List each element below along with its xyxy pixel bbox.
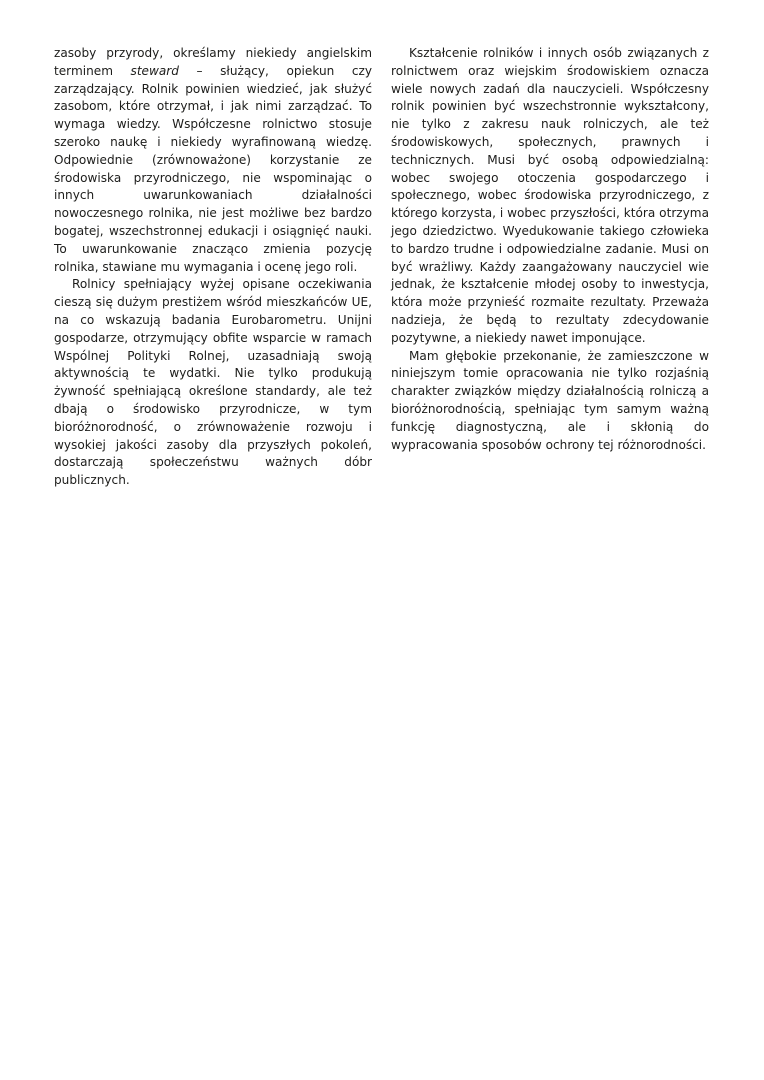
paragraph-text: – służący, opiekun czy zarządzający. Rolnik powinien wiedzieć, jak służyć zasobom, które otrzymał, i jak nimi zarządzać. To wymaga wiedzy. Współczesne rolnictwo stosuje szeroko naukę i niekiedy wyrafinowaną wiedzę. Odpowiednie (zrównoważone) korzystanie ze środowiska przyrodniczego, nie wspominając o innych uwarunkowaniach działalności nowoczesnego rolnika, nie jest możliwe bez bardzo bogatej, wszechstronnej edukacji i osiągnięć nauki. To uwarunkowanie znacząco zmienia pozycję rolnika, stawiane mu wymagania i ocenę jego roli. <box>54 63 372 274</box>
right-column <box>391 45 709 454</box>
emphasis-steward: steward <box>130 63 179 78</box>
left-column <box>54 45 372 490</box>
paragraph-education: Kształcenie rolników i innych osób związanych z rolnictwem oraz wiejskim środowiskiem oznacza wiele nowych zadań dla nauczycieli. Współczesny rolnik powinien być wszechstronnie wykształcony, nie tylko z zakresu nauk rolniczych, ale też środowiskowych, społecznych, prawnych i technicznych. Musi być osobą odpowiedzialną: wobec swojego otoczenia gospodarczego i społecznego, wobec środowiska przyrodniczego, z którego korzysta, i wobec przyszłości, która otrzyma jego dziedzictwo. Wyedukowanie takiego człowieka to bardzo trudne i odpowiedzialne zadanie. Musi on być wrażliwy. Każdy zaangażowany nauczyciel wie jednak, że kształcenie młodej osoby to inwestycja, która może przynieść rozmaite rezultaty. Przeważa nadzieja, że będą to rezultaty zdecydowanie pozytywne, a niekiedy nawet imponujące. <box>391 46 709 345</box>
paragraph-text: zasoby przyrody, określamy niekiedy angielskim terminem <box>54 46 372 78</box>
paragraph-steward <box>54 45 372 276</box>
paragraph-prestige: Rolnicy spełniający wyżej opisane oczekiwania cieszą się dużym prestiżem wśród mieszkańców UE, na co wskazują badania Eurobarometru. Unijni gospodarze, otrzymujący obfite wsparcie w ramach Wspólnej Polityki Rolnej, uzasadniają swoją aktywnością te wydatki. Nie tylko produkują żywność spełniającą określone standardy, ale też dbają o środowisko przyrodnicze, w tym bioróżnorodność, o zrównoważenie rozwoju i wysokiej jakości zasoby dla przyszłych pokoleń, dostarczają społeczeństwu ważnych dóbr publicznych. <box>54 277 372 488</box>
paragraph-conclusion: Mam głębokie przekonanie, że zamieszczone w niniejszym tomie opracowania nie tylko rozjaśnią charakter związków między działalnością rolniczą a bioróżnorodnością, spełniając tym samym ważną funkcję diagnostyczną, ale i skłonią do wypracowania sposobów ochrony tej różnorodności. <box>391 348 709 452</box>
